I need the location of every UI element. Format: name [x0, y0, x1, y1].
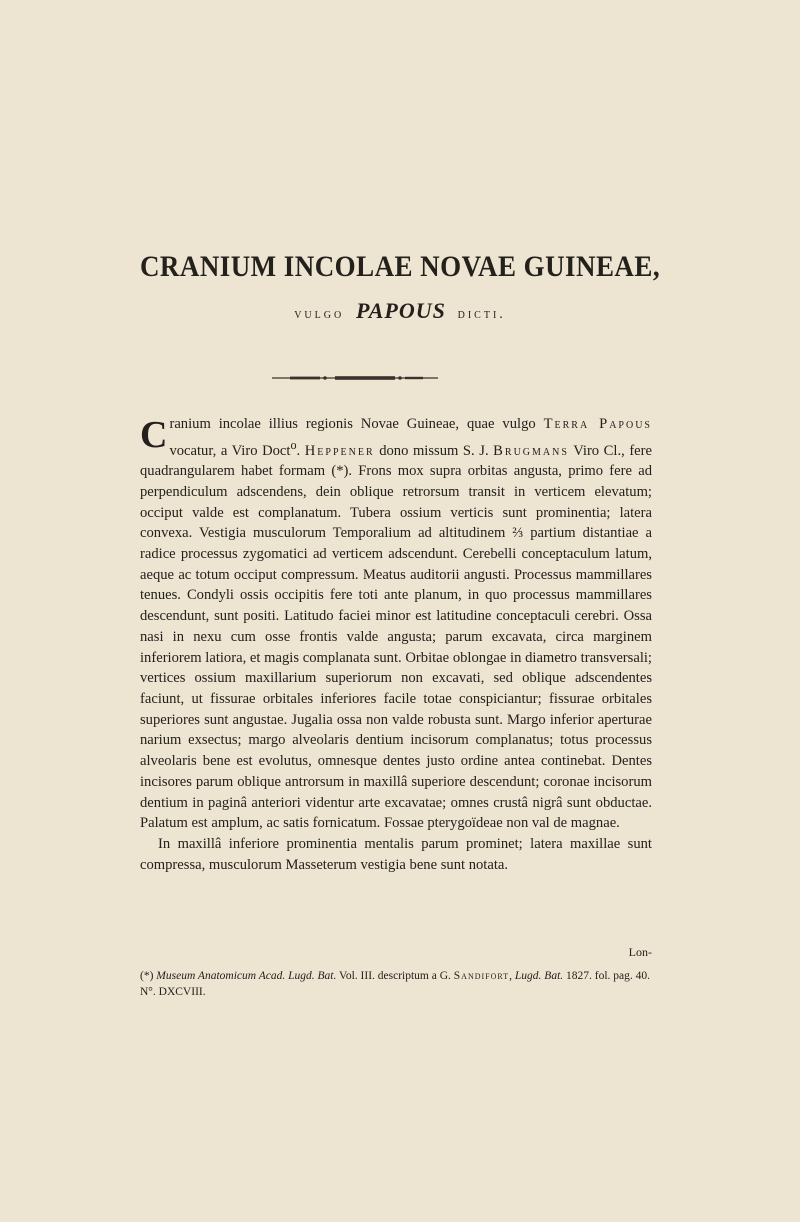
footnote-title: Museum Anatomicum Acad. Lugd. Bat.	[156, 970, 337, 982]
text-run: ranium incolae illius regionis Novae Guineae, quae vulgo	[169, 416, 544, 432]
footnote-place: Lugd. Bat.	[514, 970, 564, 982]
text-run: Vol. III. descriptum a G.	[336, 970, 454, 982]
text-run-smallcaps: Brugmans	[493, 442, 569, 459]
footnote	[140, 968, 652, 1000]
text-run-smallcaps: Heppener	[304, 442, 375, 459]
subtitle-prefix: vulgo	[294, 307, 345, 322]
text-run: partium distantiae a radice processus zygomatici ad verticem adscendunt. Cerebelli conceptaculum latum, aeque ac totum occiput compressum. Meatus auditorii angusti. Processus mammillares tenues. Condyli ossis occipitis fere toti ante planum, in quo processus mammillares descendunt, sunt positi. Latitudo faciei minor est latitudine conceptaculi cerebri. Ossa nasi in nexu cum osse frontis valde angusta; parum excavata, circa marginem inferiorem latiora, et magis complanata sunt. Orbitae oblongae in diametro transversali; vertices ossium maxillarium superiorum non excavati, sed oblique adscendentes faciunt, ut fissurae orbitales inferiores facile totae conspiciantur; fissurae orbitales superiores sunt angustae. Jugalia ossa non valde robusta sunt. Margo inferior aperturae narium exsectus; margo alveolaris dentium incisorum complanatus; totus processus alveolaris bene est evolutus, omnesque dentes justo ordine antea continebat. Dentes incisores parum oblique antrorsum in maxillâ superiore descendunt; coronae incisorum dentium in paginâ anteriori videntur arte excavatae; omnes crustâ nigrâ sunt obductae. Palatum est amplum, ac satis fornicatum. Fossae pterygoïdeae non val de magnae.	[140, 525, 652, 832]
text-run: vocatur, a Viro Doct	[169, 442, 291, 459]
footnote-mark: (*)	[140, 970, 154, 982]
footnote-author: Sandifort	[453, 970, 510, 982]
text-run: dono missum S. J.	[374, 442, 494, 459]
fraction: ⅔	[512, 525, 524, 542]
superscript: o	[290, 437, 297, 452]
page-title: CRANIUM INCOLAE NOVAE GUINEAE,	[139, 250, 661, 283]
ornamental-rule	[270, 374, 440, 382]
main-text	[140, 414, 652, 875]
page-subtitle	[0, 298, 800, 324]
text-run: 1827. fol. pag. 40. N°. DXCVIII.	[140, 970, 651, 998]
text-run: .	[296, 442, 305, 459]
catchword: Lon-	[628, 945, 652, 959]
text-run-smallcaps: Terra Papous	[543, 416, 652, 432]
paragraph-2: In maxillâ inferiore prominentia mentalis parum prominet; latera maxillae sunt compressa, musculorum Masseterum vestigia bene sunt notata.	[140, 835, 652, 873]
text-run: Viro Cl., fere quadrangularem habet formam (*). Frons mox supra orbitas angusta, primo fere ad perpendiculum adscendens, dein oblique retrorsum transit in verticem elevatum; occiput valde est complanatum. Tubera ossium verticis sunt prominentia; latera convexa. Vestigia musculorum Temporalium ad altitudinem	[140, 442, 652, 542]
paragraph-1	[140, 414, 652, 834]
drop-cap: C	[140, 414, 168, 456]
subtitle-name: PAPOUS	[355, 298, 446, 323]
subtitle-suffix: dicti.	[457, 307, 506, 322]
text-run: ,	[509, 970, 515, 982]
